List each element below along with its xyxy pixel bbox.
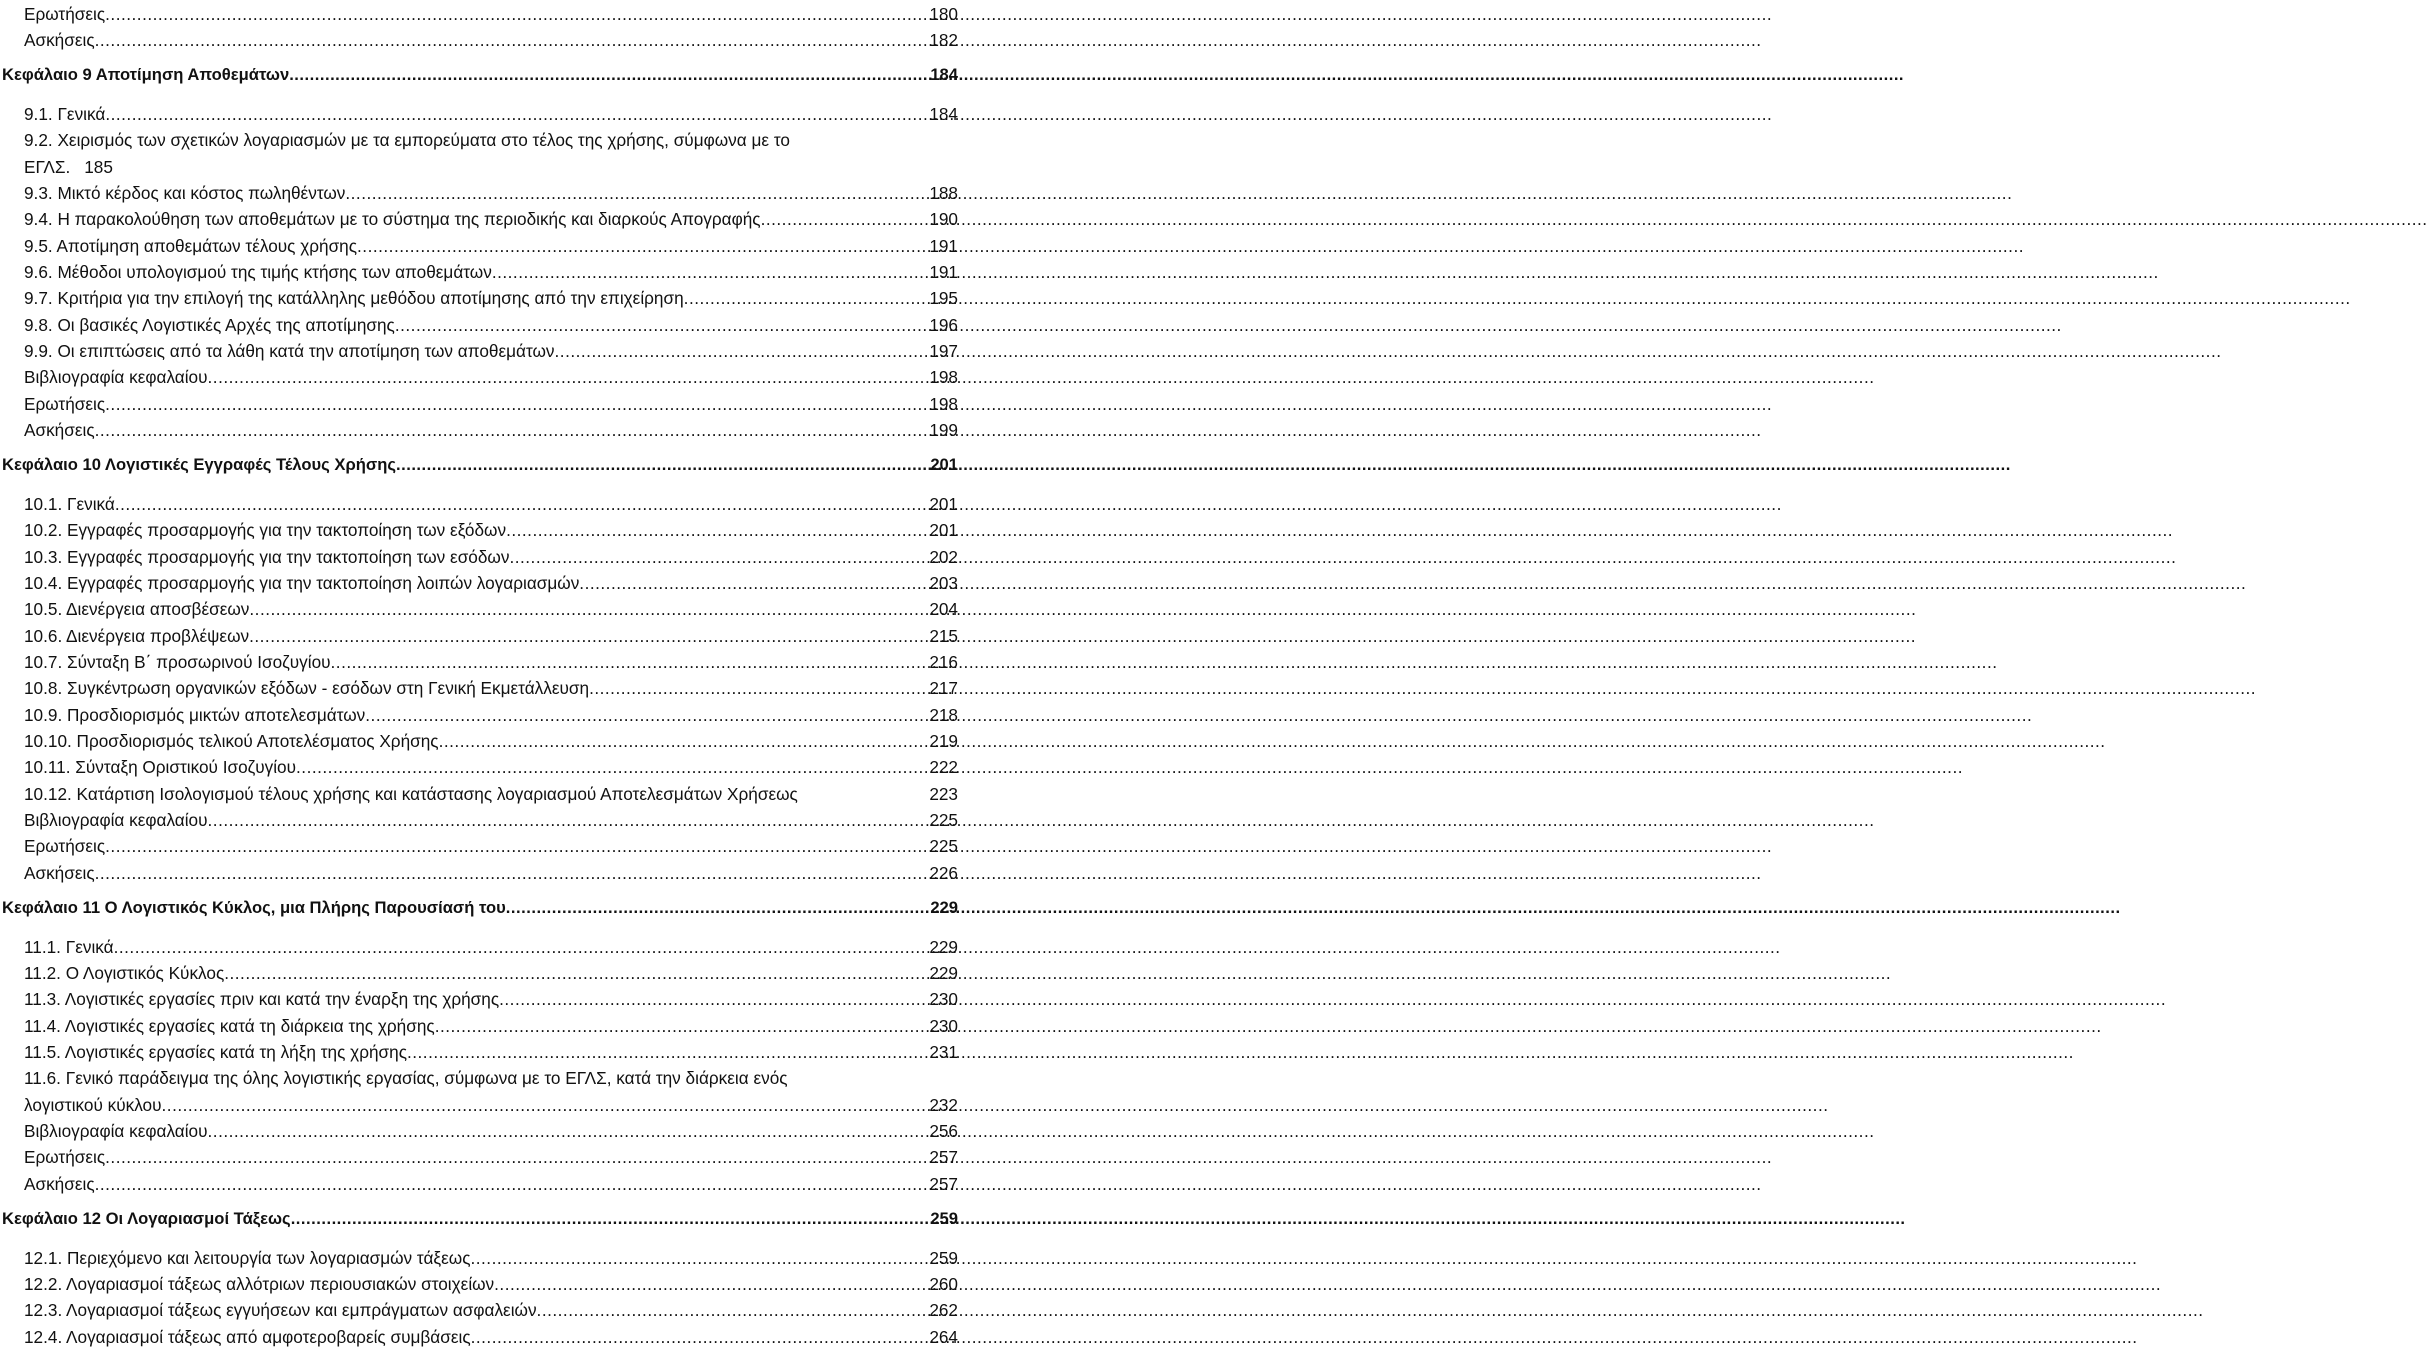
toc-entry-title: 10.4. Εγγραφές προσαρμογής για την τακτοποίηση λοιπών λογαριασμών xyxy=(24,573,580,593)
toc-page-number: 256 xyxy=(929,1121,958,1141)
toc-entry[interactable] xyxy=(24,517,958,543)
toc-chapter-entry[interactable] xyxy=(2,895,958,921)
toc-entry[interactable] xyxy=(24,27,958,53)
toc-entry-title: 9.5. Αποτίμηση αποθεμάτων τέλους χρήσης xyxy=(24,236,358,256)
toc-entry-title: 10.12. Κατάρτιση Ισολογισμού τέλους χρήσης και κατάστασης λογαριασμού Αποτελεσμάτων Χρήσεως xyxy=(24,784,798,804)
dot-leader xyxy=(439,728,930,754)
dot-leader xyxy=(208,1118,930,1144)
toc-page-number: 184 xyxy=(930,65,958,84)
toc-page-number: 223 xyxy=(929,784,958,804)
toc-entry-title: 10.11. Σύνταξη Οριστικού Ισοζυγίου xyxy=(24,757,297,777)
toc-entry[interactable] xyxy=(24,154,958,180)
dot-leader xyxy=(579,570,929,596)
toc-entry-title: Κεφάλαιο 10 Λογιστικές Εγγραφές Τέλους Χρήσης xyxy=(2,455,396,474)
toc-entry-title: Ερωτήσεις xyxy=(24,4,106,24)
toc-entry[interactable] xyxy=(24,391,958,417)
toc-entry-title: 9.3. Μικτό κέρδος και κόστος πωληθέντων xyxy=(24,183,346,203)
toc-entry[interactable] xyxy=(24,1297,958,1323)
toc-entry-title: 11.2. Ο Λογιστικός Κύκλος xyxy=(24,963,225,983)
dot-leader xyxy=(589,675,929,701)
toc-entry-title: Ερωτήσεις xyxy=(24,394,106,414)
toc-page-number: 216 xyxy=(929,652,958,672)
dot-leader xyxy=(208,807,930,833)
toc-entry[interactable] xyxy=(24,206,958,232)
toc-entry-title: Ασκήσεις xyxy=(24,420,95,440)
dot-leader xyxy=(506,895,931,921)
toc-page-number: 262 xyxy=(929,1300,958,1320)
toc-page-number: 230 xyxy=(929,989,958,1009)
toc-page-number: 222 xyxy=(929,757,958,777)
toc-page-number: 231 xyxy=(929,1042,958,1062)
dot-leader xyxy=(289,62,930,88)
toc-entry-title: 9.6. Μέθοδοι υπολογισμού της τιμής κτήσης των αποθεμάτων xyxy=(24,262,492,282)
dot-leader xyxy=(357,233,929,259)
toc-entry[interactable] xyxy=(24,233,958,259)
dot-leader xyxy=(407,1039,929,1065)
toc-entry[interactable] xyxy=(24,1039,958,1065)
toc-entry[interactable] xyxy=(24,934,958,960)
toc-entry-title: Βιβλιογραφία κεφαλαίου xyxy=(24,810,208,830)
dot-leader xyxy=(470,1245,929,1271)
toc-page-number: 229 xyxy=(929,937,958,957)
toc-page-number: 203 xyxy=(929,573,958,593)
toc-entry[interactable] xyxy=(24,491,958,517)
toc-entry-title: 10.8. Συγκέντρωση οργανικών εξόδων - εσόδων στη Γενική Εκμετάλλευση xyxy=(24,678,590,698)
toc-page-number: 191 xyxy=(929,236,958,256)
dot-leader xyxy=(537,1297,930,1323)
toc-entry-title: 10.10. Προσδιορισμός τελικού Αποτελέσματος Χρήσης xyxy=(24,731,439,751)
toc-entry[interactable] xyxy=(24,544,958,570)
toc-entry[interactable] xyxy=(24,649,958,675)
dot-leader xyxy=(115,491,929,517)
toc-page-number: 226 xyxy=(929,863,958,883)
toc-page-number: 197 xyxy=(929,341,958,361)
toc-entry-title: 9.9. Οι επιπτώσεις από τα λάθη κατά την αποτίμηση των αποθεμάτων xyxy=(24,341,555,361)
toc-entry[interactable] xyxy=(24,1,958,27)
toc-page-number: 199 xyxy=(929,420,958,440)
toc-entry-title: Κεφάλαιο 12 Οι Λογαριασμοί Τάξεως xyxy=(2,1209,291,1228)
toc-entry-title: 12.4. Λογαριασμοί τάξεως από αμφοτεροβαρείς συμβάσεις xyxy=(24,1327,471,1347)
toc-entry[interactable] xyxy=(24,1118,958,1144)
toc-entry-title: 9.8. Οι βασικές Λογιστικές Αρχές της αποτίμησης xyxy=(24,315,395,335)
toc-entry[interactable] xyxy=(24,833,958,859)
dot-leader xyxy=(761,206,930,232)
toc-entry-title: 10.2. Εγγραφές προσαρμογής για την τακτοποίηση των εξόδων xyxy=(24,520,507,540)
dot-leader xyxy=(365,702,929,728)
toc-entry-title: 10.9. Προσδιορισμός μικτών αποτελεσμάτων xyxy=(24,705,366,725)
toc-entry[interactable] xyxy=(24,960,958,986)
toc-page-number: 218 xyxy=(929,705,958,725)
toc-page-number: 232 xyxy=(929,1095,958,1115)
toc-entry[interactable] xyxy=(24,101,958,127)
toc-entry-title: 11.1. Γενικά xyxy=(24,937,114,957)
toc-entry-title: 10.7. Σύνταξη Β΄ προσωρινού Ισοζυγίου xyxy=(24,652,331,672)
toc-entry[interactable] xyxy=(24,623,958,649)
toc-entry-title: Ασκήσεις xyxy=(24,30,95,50)
toc-page-number: 225 xyxy=(929,810,958,830)
dot-leader xyxy=(395,312,929,338)
toc-entry[interactable] xyxy=(24,364,958,390)
toc-page-number: 201 xyxy=(929,494,958,514)
dot-leader xyxy=(555,338,930,364)
dot-leader xyxy=(499,986,929,1012)
toc-entry-title: 9.4. Η παρακολούθηση των αποθεμάτων με το σύστημα της περιοδικής και διαρκούς Απογραφής xyxy=(24,209,761,229)
toc-entry[interactable] xyxy=(24,1065,958,1091)
dot-leader xyxy=(492,259,929,285)
toc-entry-title: Ασκήσεις xyxy=(24,1174,95,1194)
toc-entry[interactable] xyxy=(24,1013,958,1039)
dot-leader xyxy=(224,960,929,986)
dot-leader xyxy=(114,934,930,960)
dot-leader xyxy=(95,417,930,443)
toc-entry[interactable] xyxy=(24,338,958,364)
toc-entry-title: 10.3. Εγγραφές προσαρμογής για την τακτοποίηση των εσόδων xyxy=(24,547,510,567)
dot-leader xyxy=(105,391,929,417)
toc-page-number: 259 xyxy=(929,1248,958,1268)
toc-page-number: 195 xyxy=(929,288,958,308)
toc-entry-title: Βιβλιογραφία κεφαλαίου xyxy=(24,1121,208,1141)
dot-leader xyxy=(105,1,929,27)
toc-page-number: 230 xyxy=(929,1016,958,1036)
toc-entry[interactable] xyxy=(24,675,958,701)
dot-leader xyxy=(105,1144,929,1170)
toc-page-number: 215 xyxy=(929,626,958,646)
toc-entry-title: 10.6. Διενέργεια προβλέψεων xyxy=(24,626,250,646)
toc-entry-title: 11.4. Λογιστικές εργασίες κατά τη διάρκεια της χρήσης xyxy=(24,1016,435,1036)
toc-entry[interactable] xyxy=(24,1144,958,1170)
toc-entry-title: 12.3. Λογαριασμοί τάξεως εγγυήσεων και εμπράγματων ασφαλειών xyxy=(24,1300,537,1320)
toc-page-number: 204 xyxy=(929,599,958,619)
dot-leader xyxy=(331,649,930,675)
dot-leader xyxy=(506,517,929,543)
toc-entry-title: Βιβλιογραφία κεφαλαίου xyxy=(24,367,208,387)
toc-entry-title: 12.1. Περιεχόμενο και λειτουργία των λογαριασμών τάξεως xyxy=(24,1248,471,1268)
toc-entry[interactable] xyxy=(24,570,958,596)
toc-page-number: 184 xyxy=(929,104,958,124)
toc-entry-title: Ερωτήσεις xyxy=(24,836,106,856)
toc-entry-title: Ερωτήσεις xyxy=(24,1147,106,1167)
dot-leader xyxy=(249,623,929,649)
dot-leader xyxy=(291,1206,931,1232)
toc-page-number: 190 xyxy=(929,209,958,229)
toc-page-number: 191 xyxy=(929,262,958,282)
toc-entry-title: ΕΓΛΣ. xyxy=(24,157,71,177)
toc-entry-title: 11.3. Λογιστικές εργασίες πριν και κατά την έναρξη της χρήσης xyxy=(24,989,500,1009)
dot-leader xyxy=(95,1171,930,1197)
toc-entry[interactable] xyxy=(24,1171,958,1197)
toc-page-number: 196 xyxy=(929,315,958,335)
dot-leader xyxy=(396,452,930,478)
dot-leader xyxy=(105,101,929,127)
toc-entry[interactable] xyxy=(24,860,958,886)
toc-page-number: 264 xyxy=(929,1327,958,1347)
dot-leader xyxy=(296,754,929,780)
toc-entry[interactable] xyxy=(24,1245,958,1271)
toc-entry[interactable] xyxy=(24,754,958,780)
toc-entry[interactable] xyxy=(24,986,958,1012)
toc-page-number: 202 xyxy=(929,547,958,567)
toc-entry[interactable] xyxy=(24,417,958,443)
dot-leader xyxy=(95,860,930,886)
toc-page-number: 219 xyxy=(929,731,958,751)
toc-entry-title: 9.2. Χειρισμός των σχετικών λογαριασμών με τα εμπορεύματα στο τέλος της χρήσης, σύμφωνα με το xyxy=(24,130,790,150)
dot-leader xyxy=(95,27,930,53)
toc-chapter-entry[interactable] xyxy=(2,1206,958,1232)
toc-entry-title: 11.6. Γενικό παράδειγμα της όλης λογιστικής εργασίας, σύμφωνα με το ΕΓΛΣ, κατά την διάρκεια ενός xyxy=(24,1068,788,1088)
dot-leader xyxy=(249,596,929,622)
toc-page-number: 259 xyxy=(930,1209,958,1228)
dot-leader xyxy=(435,1013,930,1039)
toc-page-number: 229 xyxy=(930,898,958,917)
toc-entry[interactable] xyxy=(24,259,958,285)
toc-page-number: 217 xyxy=(929,678,958,698)
toc-page-number: 229 xyxy=(929,963,958,983)
toc-chapter-entry[interactable] xyxy=(2,62,958,88)
toc-entry[interactable] xyxy=(24,180,958,206)
toc-page-number: 257 xyxy=(929,1174,958,1194)
toc-page-number: 201 xyxy=(929,520,958,540)
toc-entry[interactable] xyxy=(24,702,958,728)
dot-leader xyxy=(471,1324,930,1350)
toc-entry-title: 9.1. Γενικά xyxy=(24,104,106,124)
toc-page-number: 188 xyxy=(929,183,958,203)
toc-entry[interactable] xyxy=(24,728,958,754)
toc-entry-title: λογιστικού κύκλου xyxy=(24,1095,162,1115)
toc-chapter-entry[interactable] xyxy=(2,452,958,478)
toc-entry[interactable] xyxy=(24,596,958,622)
toc-entry[interactable] xyxy=(24,312,958,338)
toc-entry[interactable] xyxy=(24,1092,958,1118)
toc-entry-title: 12.2. Λογαριασμοί τάξεως αλλότριων περιουσιακών στοιχείων xyxy=(24,1274,495,1294)
dot-leader xyxy=(494,1271,929,1297)
toc-entry-title: 9.7. Κριτήρια για την επιλογή της κατάλληλης μεθόδου αποτίμησης από την επιχείρηση xyxy=(24,288,684,308)
toc-entry[interactable] xyxy=(24,127,958,153)
toc-entry-title: Κεφάλαιο 9 Αποτίμηση Αποθεμάτων xyxy=(2,65,290,84)
toc-page-number: 260 xyxy=(929,1274,958,1294)
dot-leader xyxy=(208,364,930,390)
toc-page-number: 257 xyxy=(929,1147,958,1167)
toc-page-number: 185 xyxy=(84,157,113,177)
toc-entry[interactable] xyxy=(24,807,958,833)
dot-leader xyxy=(509,544,929,570)
dot-leader xyxy=(345,180,929,206)
toc-entry[interactable] xyxy=(24,781,958,807)
toc-page-number: 198 xyxy=(929,394,958,414)
toc-entry-title: 10.5. Διενέργεια αποσβέσεων xyxy=(24,599,250,619)
toc-entry[interactable] xyxy=(24,285,958,311)
dot-leader xyxy=(105,833,929,859)
toc-page-number: 201 xyxy=(930,455,958,474)
dot-leader xyxy=(684,285,930,311)
toc-page-number: 182 xyxy=(929,30,958,50)
dot-leader xyxy=(162,1092,930,1118)
toc-page-number: 225 xyxy=(929,836,958,856)
toc-entry-title: 10.1. Γενικά xyxy=(24,494,115,514)
toc-page-number: 180 xyxy=(929,4,958,24)
toc-entry[interactable] xyxy=(24,1324,958,1350)
toc-page-number: 198 xyxy=(929,367,958,387)
toc-entry-title: 11.5. Λογιστικές εργασίες κατά τη λήξη της χρήσης xyxy=(24,1042,407,1062)
toc-entry-title: Κεφάλαιο 11 Ο Λογιστικός Κύκλος, μια Πλήρης Παρουσίασή του xyxy=(2,898,506,917)
toc-entry[interactable] xyxy=(24,1271,958,1297)
toc-entry-title: Ασκήσεις xyxy=(24,863,95,883)
